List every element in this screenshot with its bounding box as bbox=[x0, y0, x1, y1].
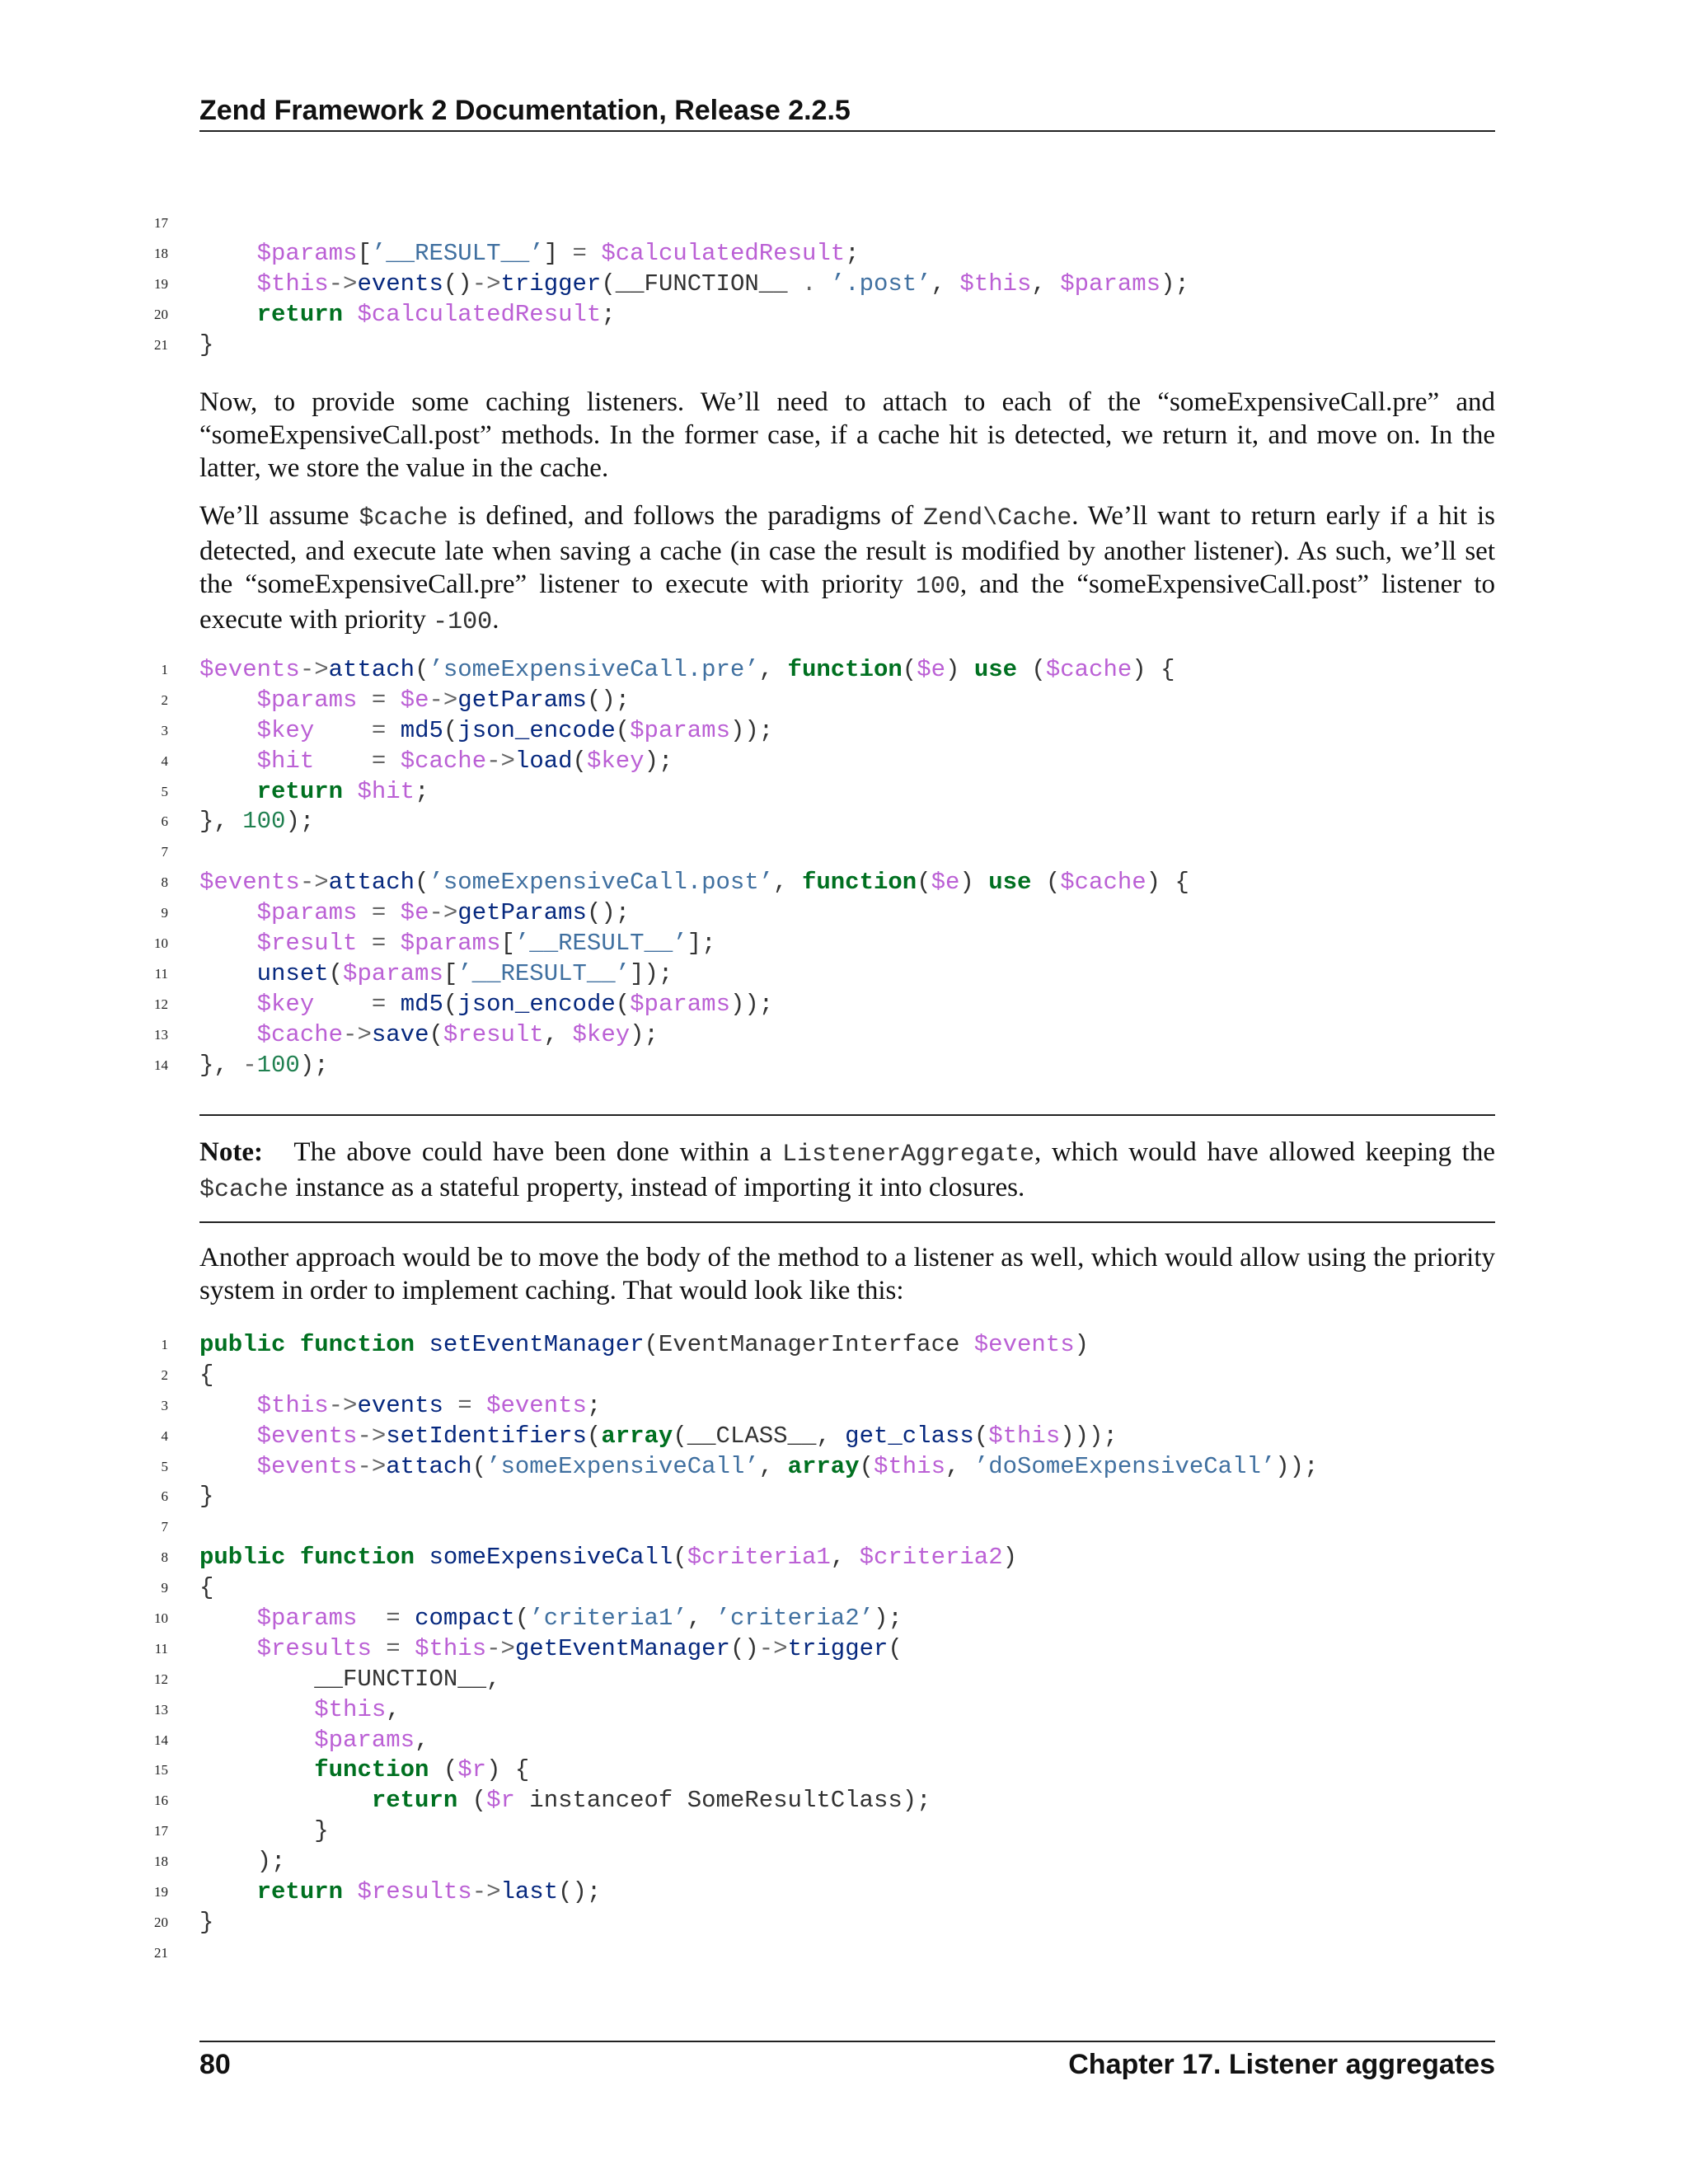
code-line bbox=[0, 1051, 1688, 1081]
code-text: $events->attach(’someExpensiveCall’, array($this, ’doSomeExpensiveCall’)); bbox=[256, 1452, 1319, 1480]
inline-code: ListenerAggregate bbox=[781, 1141, 1035, 1169]
note-box bbox=[199, 1114, 1495, 1223]
line-number: 2 bbox=[161, 691, 168, 708]
line-number: 8 bbox=[161, 874, 168, 891]
code-line bbox=[0, 929, 1688, 959]
line-number: 9 bbox=[161, 905, 168, 921]
code-text: $key = md5(json_encode($params)); bbox=[256, 716, 774, 744]
code-line bbox=[0, 1726, 1688, 1756]
code-block-3 bbox=[0, 1330, 1688, 1969]
inline-code: Zend\Cache bbox=[923, 504, 1072, 532]
code-line bbox=[0, 837, 1688, 868]
code-text: $this->events()->trigger(__FUNCTION__ . ’.post’, $this, $params); bbox=[256, 269, 1189, 298]
line-number: 4 bbox=[161, 752, 168, 769]
line-number: 19 bbox=[154, 275, 168, 292]
code-block-2 bbox=[0, 655, 1688, 1080]
line-number: 13 bbox=[154, 1026, 168, 1043]
code-text: { bbox=[199, 1574, 214, 1602]
code-line bbox=[0, 209, 1688, 239]
line-number: 11 bbox=[154, 965, 168, 982]
code-line bbox=[0, 330, 1688, 361]
code-text: $events->attach(’someExpensiveCall.post’, function($e) use ($cache) { bbox=[199, 869, 1189, 897]
code-line bbox=[0, 1847, 1688, 1877]
code-text: $params = $e->getParams(); bbox=[256, 686, 631, 714]
code-line bbox=[0, 1391, 1688, 1422]
line-number: 16 bbox=[154, 1793, 168, 1809]
code-text: $results = $this->getEventManager()->trigger( bbox=[256, 1634, 903, 1662]
paragraph-caching-listeners: Now, to provide some caching listeners. We’ll need to attach to each of the “someExpensiveCall.pre” and “someExpensiveCall.post” methods. In the former case, if a cache hit is detected, we return it, and move on. In the latter, we store the value in the cache. bbox=[199, 387, 1495, 483]
line-number: 1 bbox=[161, 662, 168, 677]
code-text: __FUNCTION__, bbox=[199, 1665, 501, 1693]
line-number: 3 bbox=[161, 722, 168, 738]
code-text: } bbox=[199, 1817, 329, 1845]
code-text: $events->attach(’someExpensiveCall.pre’, function($e) use ($cache) { bbox=[199, 656, 1175, 683]
line-number: 1 bbox=[161, 1337, 168, 1352]
line-number: 11 bbox=[154, 1640, 168, 1657]
code-text: } bbox=[199, 330, 214, 359]
line-number: 20 bbox=[154, 1914, 168, 1930]
code-line bbox=[0, 1361, 1688, 1391]
line-number: 9 bbox=[161, 1580, 168, 1596]
code-line bbox=[0, 1020, 1688, 1051]
code-line bbox=[0, 1816, 1688, 1847]
code-text: return $results->last(); bbox=[256, 1878, 602, 1906]
line-number: 21 bbox=[154, 336, 168, 353]
code-line bbox=[0, 1877, 1688, 1908]
code-line bbox=[0, 777, 1688, 808]
line-number: 13 bbox=[154, 1701, 168, 1718]
inline-code: $cache bbox=[359, 504, 448, 532]
code-line bbox=[0, 686, 1688, 716]
code-line bbox=[0, 239, 1688, 269]
code-text: unset($params[’__RESULT__’]); bbox=[256, 959, 673, 987]
document-title: Zend Framework 2 Documentation, Release 2.2.5 bbox=[199, 95, 851, 126]
code-text: $this->events = $events; bbox=[256, 1391, 602, 1419]
code-text: } bbox=[199, 1908, 214, 1936]
line-number: 7 bbox=[161, 1519, 168, 1535]
code-line bbox=[0, 300, 1688, 330]
running-footer bbox=[199, 2041, 1495, 2087]
code-line bbox=[0, 1543, 1688, 1573]
code-line bbox=[0, 1512, 1688, 1543]
running-header bbox=[199, 92, 1495, 132]
code-text: $key = md5(json_encode($params)); bbox=[256, 990, 774, 1018]
paragraph-cache-priority: We’ll assume $cache is defined, and follows the paradigms of Zend\Cache. We’ll want to return early if a hit is detected, and execute late when saving a cache (in case the result is modified by another listener). As such, we’ll set the “someExpensiveCall.pre” listener to execute with priority 100, and the “someExpensiveCall.post” listener to execute with priority -100. bbox=[199, 501, 1495, 636]
code-line bbox=[0, 1665, 1688, 1695]
line-number: 4 bbox=[161, 1427, 168, 1444]
code-text: $result = $params[’__RESULT__’]; bbox=[256, 930, 716, 958]
line-number: 10 bbox=[154, 935, 168, 952]
note-label: Note: bbox=[199, 1137, 263, 1167]
code-line bbox=[0, 1695, 1688, 1726]
code-line bbox=[0, 747, 1688, 777]
code-line bbox=[0, 1604, 1688, 1634]
line-number: 18 bbox=[154, 1854, 168, 1870]
code-text: $params, bbox=[314, 1726, 429, 1754]
line-number: 19 bbox=[154, 1884, 168, 1900]
line-number: 7 bbox=[161, 844, 168, 860]
code-line bbox=[0, 898, 1688, 929]
code-line bbox=[0, 1755, 1688, 1786]
line-number: 21 bbox=[154, 1944, 168, 1961]
code-text: public function someExpensiveCall($criteria1, $criteria2) bbox=[199, 1544, 1018, 1572]
note-text: Note: The above could have been done within a ListenerAggregate, which would have allowed keeping the $cache instance as a stateful property, instead of importing it into closures. bbox=[199, 1137, 1496, 1204]
code-text: $params[’__RESULT__’] = $calculatedResult; bbox=[256, 239, 860, 267]
line-number: 14 bbox=[154, 1057, 168, 1073]
code-text: ); bbox=[199, 1848, 286, 1876]
line-number: 17 bbox=[154, 1823, 168, 1840]
code-text: $params = $e->getParams(); bbox=[256, 899, 631, 927]
line-number: 5 bbox=[161, 783, 168, 799]
code-block-1 bbox=[0, 209, 1688, 360]
line-number: 20 bbox=[154, 306, 168, 322]
line-number: 18 bbox=[154, 245, 168, 261]
code-text: $this, bbox=[314, 1695, 401, 1723]
code-line bbox=[0, 868, 1688, 898]
code-text: }, 100); bbox=[199, 808, 315, 836]
code-line bbox=[0, 990, 1688, 1020]
code-line bbox=[0, 807, 1688, 837]
code-text: return $hit; bbox=[256, 777, 429, 805]
line-number: 10 bbox=[154, 1610, 168, 1627]
code-text: $events->setIdentifiers(array(__CLASS__, get_class($this))); bbox=[256, 1422, 1118, 1450]
chapter-title: Chapter 17. Listener aggregates bbox=[1068, 2049, 1495, 2080]
line-number: 15 bbox=[154, 1762, 168, 1779]
line-number: 17 bbox=[154, 215, 168, 231]
code-text: } bbox=[199, 1483, 214, 1511]
code-line bbox=[0, 1330, 1688, 1361]
code-text: function ($r) { bbox=[314, 1756, 530, 1784]
code-text: $hit = $cache->load($key); bbox=[256, 747, 673, 775]
code-line bbox=[0, 1908, 1688, 1938]
code-text: $params = compact(’criteria1’, ’criteria2’); bbox=[256, 1605, 903, 1633]
code-line bbox=[0, 1482, 1688, 1512]
line-number: 2 bbox=[161, 1366, 168, 1383]
paragraph-another-approach: Another approach would be to move the body of the method to a listener as well, which would allow using the priority system in order to implement caching. That would look like this: bbox=[199, 1243, 1495, 1305]
line-number: 3 bbox=[161, 1397, 168, 1413]
code-text: return $calculatedResult; bbox=[256, 300, 616, 328]
line-number: 6 bbox=[161, 813, 168, 830]
line-number: 12 bbox=[154, 1671, 168, 1687]
inline-code: 100 bbox=[915, 573, 960, 601]
line-number: 12 bbox=[154, 996, 168, 1012]
code-text: public function setEventManager(EventManagerInterface $events) bbox=[199, 1331, 1090, 1358]
code-line bbox=[0, 1422, 1688, 1452]
code-line bbox=[0, 1634, 1688, 1665]
code-line bbox=[0, 655, 1688, 686]
code-text: $cache->save($result, $key); bbox=[256, 1020, 659, 1048]
inline-code: -100 bbox=[433, 608, 493, 636]
code-text: return ($r instanceof SomeResultClass); bbox=[371, 1787, 931, 1815]
code-line bbox=[0, 1452, 1688, 1483]
code-line bbox=[0, 1938, 1688, 1969]
code-text: }, -100); bbox=[199, 1051, 329, 1079]
line-number: 5 bbox=[161, 1458, 168, 1474]
line-number: 14 bbox=[154, 1732, 168, 1748]
inline-code: $cache bbox=[199, 1176, 289, 1204]
code-line bbox=[0, 1573, 1688, 1604]
code-line bbox=[0, 959, 1688, 990]
code-line bbox=[0, 716, 1688, 747]
code-line bbox=[0, 269, 1688, 300]
code-line bbox=[0, 1786, 1688, 1816]
line-number: 6 bbox=[161, 1488, 168, 1505]
code-text: { bbox=[199, 1361, 214, 1389]
line-number: 8 bbox=[161, 1549, 168, 1566]
page-number: 80 bbox=[199, 2049, 231, 2080]
